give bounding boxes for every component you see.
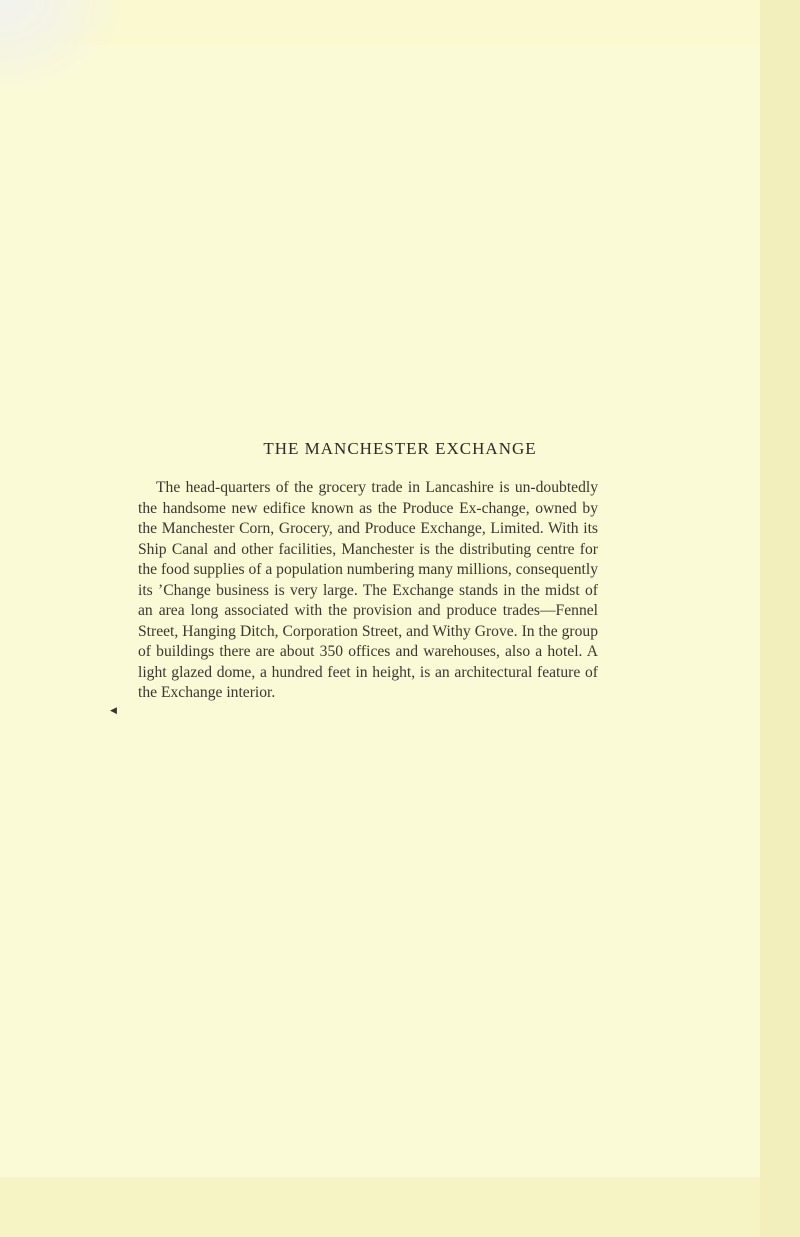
paper-corner [0, 0, 120, 90]
page-title: THE MANCHESTER EXCHANGE [263, 439, 537, 458]
body-paragraph: The head-quarters of the grocery trade in Lancashire is un-doubtedly the handsome new edifice known as the Produce Ex-change, owned by the Manchester Corn, Grocery, and Produce Exchange, Limited. With its Ship Canal and other facilities, Manchester is the distributing centre for the food supplies of a population numbering many millions, consequently its ’Change business is very large. The Exchange stands in the midst of an area long associated with the provision and produce trades—Fennel Street, Hanging Ditch, Corporation Street, and Withy Grove. In the group of buildings there are about 350 offices and warehouses, also a hotel. A light glazed dome, a hundred feet in height, is an architectural feature of the Exchange interior. [138, 479, 598, 701]
paper-bottom-band [0, 1177, 760, 1237]
margin-mark-icon: ◀ [110, 706, 117, 716]
paper-edge [760, 0, 800, 1237]
